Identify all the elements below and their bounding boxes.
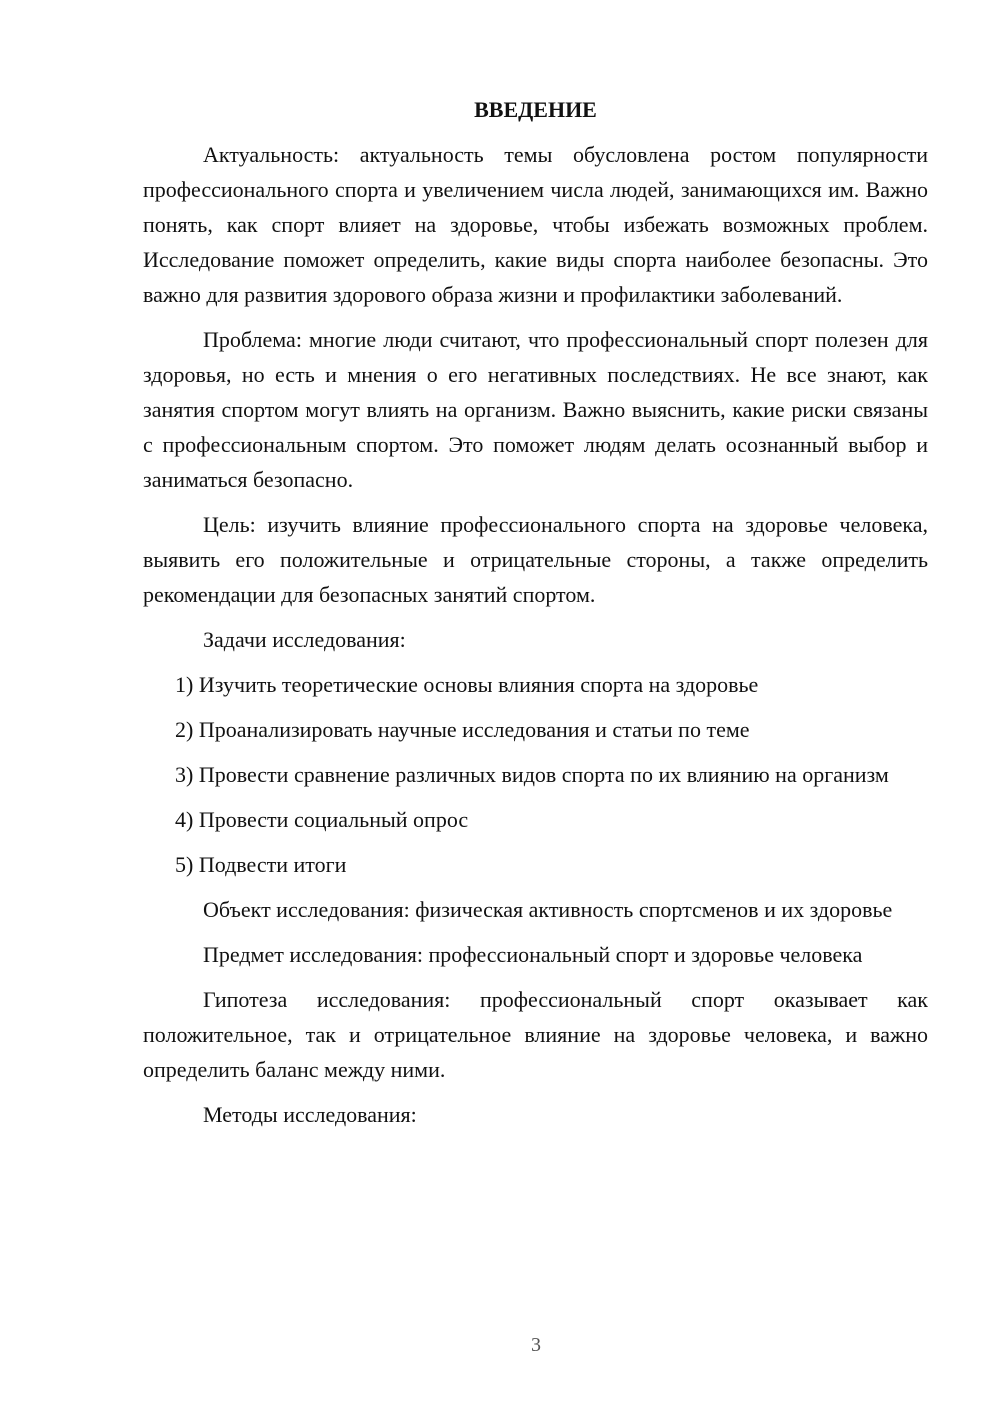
research-hypothesis: Гипотеза исследования: профессиональный спорт оказывает как положительное, так и отрицательное влияние на здоровье человека, и важно определить баланс между ними. — [143, 987, 928, 1082]
research-subject: Предмет исследования: профессиональный спорт и здоровье человека — [203, 942, 863, 967]
research-object: Объект исследования: физическая активность спортсменов и их здоровье — [203, 897, 893, 922]
task-item-4: 4) Провести социальный опрос — [175, 807, 469, 832]
page-content — [143, 92, 928, 1132]
tasks-title: Задачи исследования: — [203, 627, 406, 652]
section-heading: ВВЕДЕНИЕ — [474, 97, 597, 122]
methods-title: Методы исследования: — [203, 1102, 417, 1127]
task-item-5: 5) Подвести итоги — [175, 852, 347, 877]
page-number: 3 — [531, 1334, 541, 1356]
goal-paragraph: Цель: изучить влияние профессионального спорта на здоровье человека, выявить его положительные и отрицательные стороны, а также определить рекомендации для безопасных занятий спортом. — [143, 512, 928, 607]
task-item-2: 2) Проанализировать научные исследования и статьи по теме — [175, 717, 750, 742]
relevance-paragraph: Актуальность: актуальность темы обусловлена ростом популярности профессионального спорта и увеличением числа людей, занимающихся им. Важно понять, как спорт влияет на здоровье, чтобы избежать возможных проблем. Исследование поможет определить, какие виды спорта наиболее безопасны. Это важно для развития здорового образа жизни и профилактики заболеваний. — [143, 142, 928, 307]
task-item-1: 1) Изучить теоретические основы влияния спорта на здоровье — [175, 672, 759, 697]
problem-paragraph: Проблема: многие люди считают, что профессиональный спорт полезен для здоровья, но есть и мнения о его негативных последствиях. Не все знают, как занятия спортом могут влиять на организм. Важно выяснить, какие риски связаны с профессиональным спортом. Это поможет людям делать осознанный выбор и заниматься безопасно. — [143, 327, 928, 492]
task-item-3: 3) Провести сравнение различных видов спорта по их влиянию на организм — [175, 762, 889, 787]
